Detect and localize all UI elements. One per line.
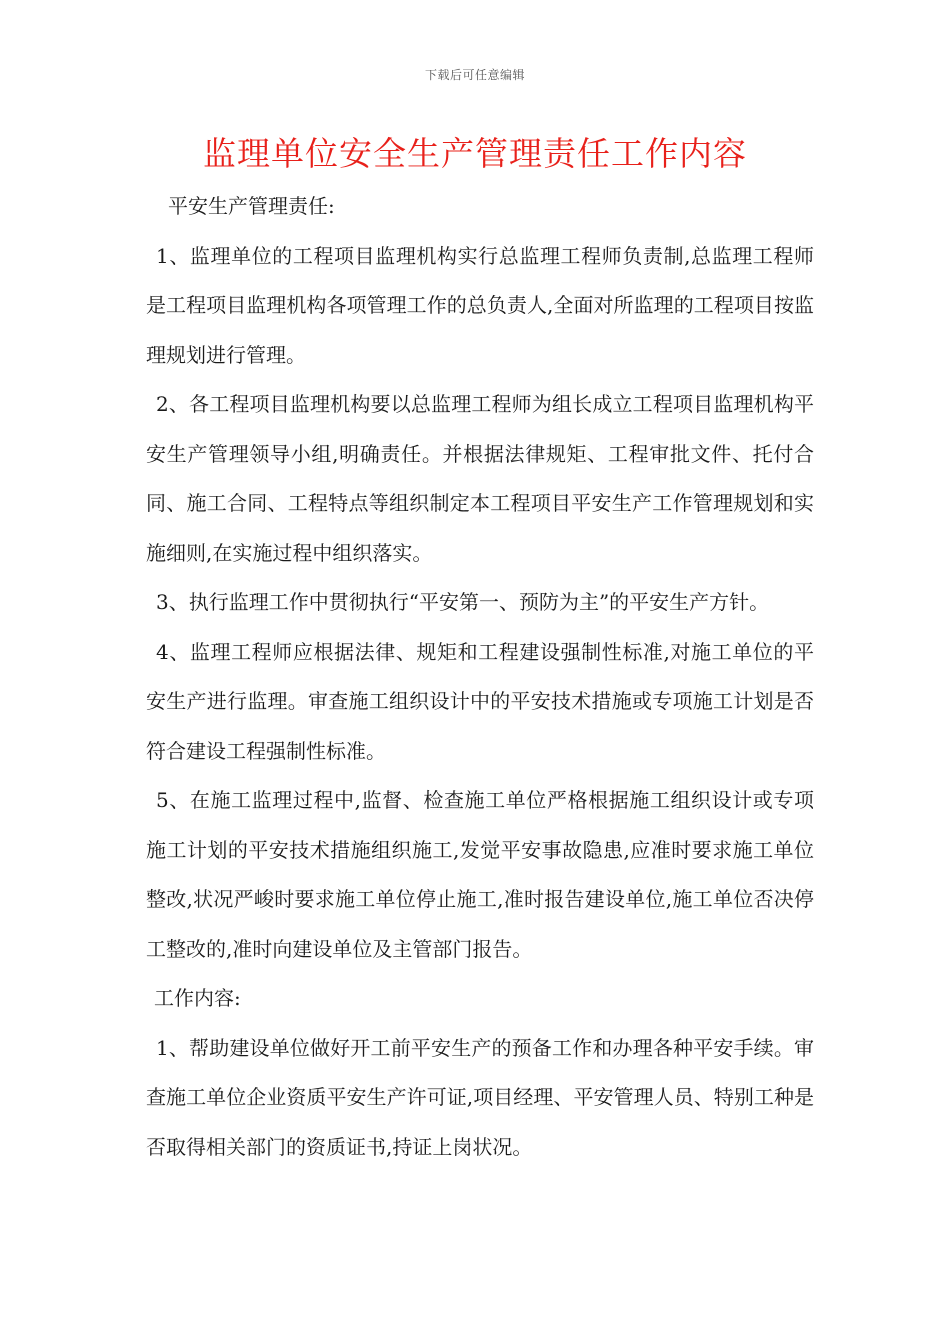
document-title: 监理单位安全生产管理责任工作内容 xyxy=(203,134,747,173)
paragraph-item-5: 5、在施工监理过程中,监督、检查施工单位严格根据施工组织设计或专项施工计划的平安技术措施组织施工,发觉平安事故隐患,应准时要求施工单位整改,状况严峻时要求施工单位停止施工,准时报告建设单位,施工单位否决停工整改的,准时向建设单位及主管部门报告。 xyxy=(146,788,814,961)
section-heading-safety-responsibility: 平安生产管理责任: xyxy=(168,194,335,218)
paragraph-work-item-1: 1、帮助建设单位做好开工前平安生产的预备工作和办理各种平安手续。审查施工单位企业资质平安生产许可证,项目经理、平安管理人员、特别工种是否取得相关部门的资质证书,持证上岗状况。 xyxy=(146,1035,814,1159)
paragraph-item-3: 3、执行监理工作中贯彻执行“平安第一、预防为主”的平安生产方针。 xyxy=(156,590,770,614)
paragraph-item-2: 2、各工程项目监理机构要以总监理工程师为组长成立工程项目监理机构平安生产管理领导小组,明确责任。并根据法律规矩、工程审批文件、托付合同、施工合同、工程特点等组织制定本工程项目平安生产工作管理规划和实施细则,在实施过程中组织落实。 xyxy=(146,392,814,565)
header-note: 下载后可任意编辑 xyxy=(424,68,525,82)
paragraph-item-1: 1、监理单位的工程项目监理机构实行总监理工程师负责制,总监理工程师是工程项目监理机构各项管理工作的总负责人,全面对所监理的工程项目按监理规划进行管理。 xyxy=(146,243,814,367)
paragraph-item-4: 4、监理工程师应根据法律、规矩和工程建设强制性标准,对施工单位的平安生产进行监理。审查施工组织设计中的平安技术措施或专项施工计划是否符合建设工程强制性标准。 xyxy=(146,639,814,763)
document-body xyxy=(146,182,814,1172)
section-heading-work-content: 工作内容: xyxy=(154,986,241,1010)
